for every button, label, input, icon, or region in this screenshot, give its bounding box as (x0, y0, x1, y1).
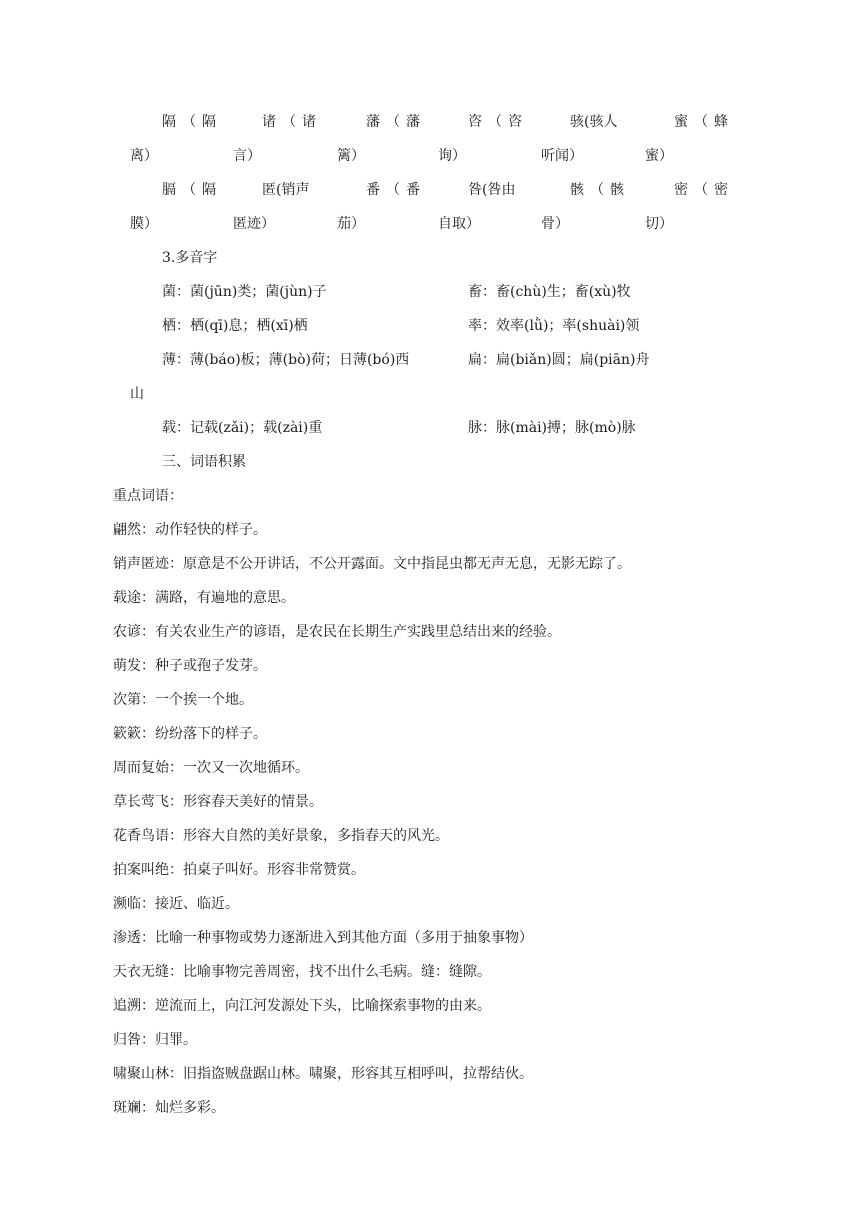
vocab-item: 载途：满路，有遍地的意思。 (113, 590, 295, 606)
vocab-item: 渗透：比喻一种事物或势力逐渐进入到其他方面（多用于抽象事物） (113, 930, 533, 946)
vocab-item: 销声匿迹：原意是不公开讲话，不公开露面。文中指昆虫都无声无息，无影无踪了。 (113, 556, 631, 572)
vocab-item: 萌发：种子或孢子发芽。 (113, 658, 267, 674)
vocab-item: 农谚：有关农业生产的谚语，是农民在长期生产实践里总结出来的经验。 (113, 624, 561, 640)
similar-char-cell: 膈（隔 (162, 182, 222, 198)
polyphone-entry: 畜：畜(chù)生；畜(xù)牧 (468, 284, 631, 300)
similar-char-cell: 咨（咨 (468, 114, 528, 130)
similar-char-cell: 离） (130, 148, 158, 164)
polyphone-entry: 脉：脉(mài)搏；脉(mò)脉 (468, 420, 636, 436)
similar-char-cell: 咎(咎由 (468, 182, 516, 198)
similar-char-cell: 自取） (438, 216, 480, 232)
similar-char-cell: 膜） (130, 216, 158, 232)
similar-char-cell: 言） (233, 148, 261, 164)
polyphone-entry: 扁：扁(biǎn)圆；扁(piān)舟 (468, 352, 650, 368)
similar-char-cell: 询） (438, 148, 466, 164)
similar-char-cell: 隔（隔 (162, 114, 222, 130)
similar-char-cell: 匿(销声 (262, 182, 310, 198)
polyphone-entry: 栖：栖(qī)息；栖(xī)栖 (162, 318, 308, 334)
vocab-item: 簌簌：纷纷落下的样子。 (113, 726, 267, 742)
similar-char-cell: 藩（藩 (366, 114, 426, 130)
similar-char-cell: 匿迹） (233, 216, 275, 232)
vocab-item: 天衣无缝：比喻事物完善周密，找不出什么毛病。缝：缝隙。 (113, 964, 491, 980)
vocab-item: 啸聚山林：旧指盗贼盘踞山林。啸聚，形容其互相呼叫，拉帮结伙。 (113, 1066, 533, 1082)
vocab-item: 花香鸟语：形容大自然的美好景象，多指春天的风光。 (113, 828, 449, 844)
polyphone-entry: 菌：菌(jūn)类；菌(jùn)子 (162, 284, 327, 300)
polyphone-entry: 薄：薄(báo)板；薄(bò)荷；日薄(bó)西 (162, 352, 410, 368)
similar-char-cell: 茄） (337, 216, 365, 232)
vocab-item: 斑斓：灿烂多彩。 (113, 1100, 225, 1116)
similar-char-cell: 诸（诸 (262, 114, 322, 130)
vocab-item: 草长莺飞：形容春天美好的情景。 (113, 794, 323, 810)
similar-char-cell: 骨） (541, 216, 569, 232)
similar-char-cell: 听闻） (541, 148, 583, 164)
similar-char-cell: 骸（骸 (570, 182, 630, 198)
polyphone-entry: 载：记载(zǎi)；载(zài)重 (162, 420, 323, 436)
polyphone-wrap-text: 山 (130, 386, 144, 402)
similar-char-cell: 篱） (337, 148, 365, 164)
vocab-item: 濒临：接近、临近。 (113, 896, 239, 912)
section-title: 三、词语积累 (162, 454, 246, 470)
polyphone-heading: 3.多音字 (162, 250, 218, 266)
vocab-item: 次第：一个挨一个地。 (113, 692, 253, 708)
similar-char-cell: 蜜） (645, 148, 673, 164)
vocab-item: 拍案叫绝：拍桌子叫好。形容非常赞赏。 (113, 862, 365, 878)
similar-char-cell: 切） (645, 216, 673, 232)
similar-char-cell: 密（密 (674, 182, 734, 198)
vocab-item: 翩然：动作轻快的样子。 (113, 522, 267, 538)
vocab-item: 归咎：归罪。 (113, 1032, 197, 1048)
vocab-item: 追溯：逆流而上，向江河发源处下头，比喻探索事物的由来。 (113, 998, 491, 1014)
vocab-subtitle: 重点词语： (113, 488, 183, 504)
similar-char-cell: 骇(骇人 (570, 114, 618, 130)
similar-char-cell: 番（番 (366, 182, 426, 198)
polyphone-entry: 率：效率(lǜ)；率(shuài)领 (468, 318, 640, 334)
vocab-item: 周而复始：一次又一次地循环。 (113, 760, 309, 776)
similar-char-cell: 蜜（蜂 (674, 114, 734, 130)
